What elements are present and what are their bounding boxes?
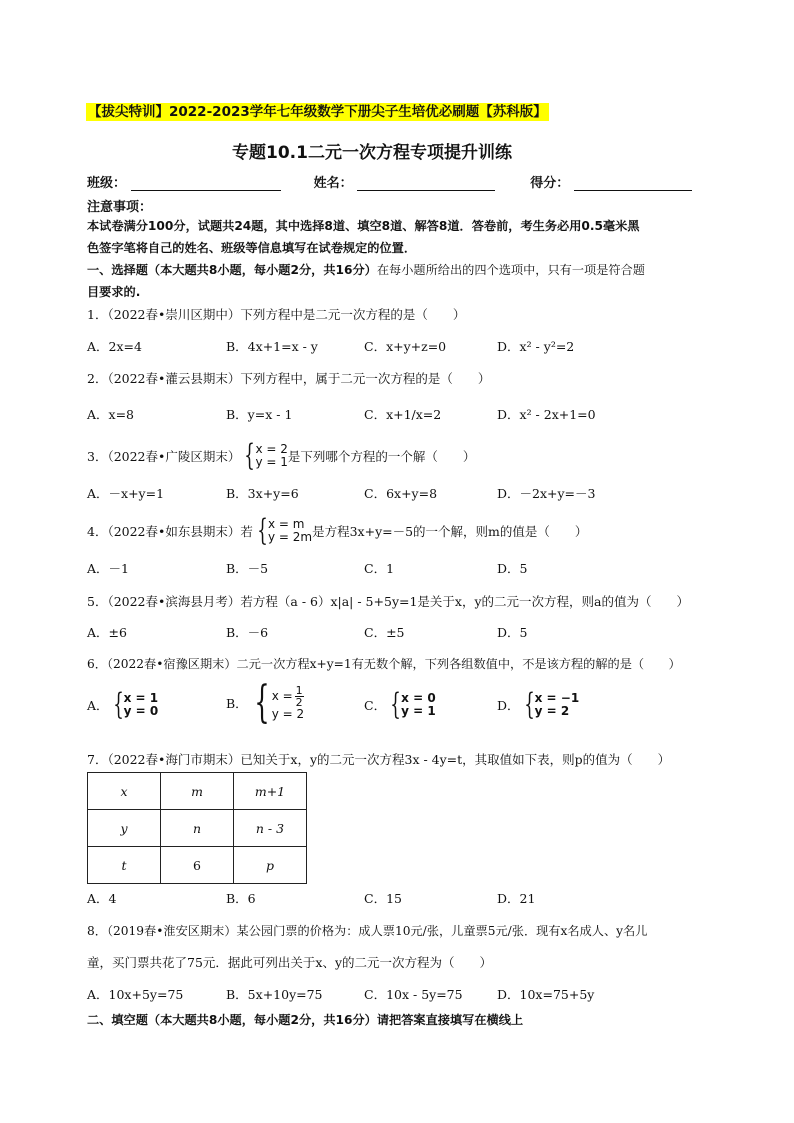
class-blank[interactable] bbox=[131, 176, 281, 191]
q6-stem: 6．（2022春•宿豫区期末）二元一次方程x+y=1有无数个解，下列各组数值中，不是该方程的解的是（ ） bbox=[87, 657, 681, 671]
q1-option-b[interactable]: B．4x+1=x - y bbox=[226, 339, 318, 354]
name-label: 姓名： bbox=[313, 176, 353, 191]
table-row bbox=[88, 773, 307, 810]
table-row bbox=[88, 847, 307, 884]
q1-stem: 1．（2022春•崇川区期中）下列方程中是二元一次方程的是（ ） bbox=[87, 307, 466, 322]
notice-heading: 注意事项： bbox=[87, 200, 153, 215]
page-title: 专题10.1二元一次方程专项提升训练 bbox=[232, 143, 512, 163]
q4-option-c[interactable]: C．1 bbox=[364, 561, 395, 576]
table-cell: m+1 bbox=[234, 773, 307, 810]
table-cell: n - 3 bbox=[234, 810, 307, 847]
q2-option-a[interactable]: A．x=8 bbox=[87, 407, 135, 422]
left-brace-icon: { bbox=[244, 438, 256, 473]
q6-option-b[interactable]: B． { x = $\frac{1}{2}$ y = 2 bbox=[226, 677, 305, 728]
q4-stem: 4．（2022春•如东县期末）若 { x = m y = 2m 是方程3x+y=－5的一个解，则m的值是（ ） bbox=[87, 513, 588, 548]
q8-option-c[interactable]: C．10x - 5y=75 bbox=[364, 987, 463, 1002]
left-brace-icon: { bbox=[112, 687, 124, 722]
table-cell: n bbox=[161, 810, 234, 847]
section1-heading: 一、选择题（本大题共8小题，每小题2分，共16分）在每小题所给出的四个选项中，只有一项是符合题 bbox=[87, 263, 645, 277]
q6-option-c[interactable]: C． { x = 0 y = 1 bbox=[364, 687, 436, 722]
q7-option-c[interactable]: C．15 bbox=[364, 891, 402, 906]
q2-option-d[interactable]: D．x² - 2x+1=0 bbox=[497, 407, 596, 422]
q2-stem: 2．（2022春•灌云县期末）下列方程中，属于二元一次方程的是（ ） bbox=[87, 371, 491, 386]
q5-option-b[interactable]: B．－6 bbox=[226, 625, 269, 640]
table-cell: t bbox=[88, 847, 161, 884]
q3-equation-system: { x = 2 y = 1 bbox=[244, 438, 288, 473]
score-blank[interactable] bbox=[574, 176, 692, 191]
q2-option-c[interactable]: C．x+1/x=2 bbox=[364, 407, 442, 422]
left-brace-icon: { bbox=[390, 687, 401, 722]
q3-option-d[interactable]: D．－2x+y=－3 bbox=[497, 486, 596, 501]
class-label: 班级： bbox=[87, 176, 127, 191]
info-row bbox=[87, 172, 707, 191]
score-label: 得分： bbox=[530, 176, 570, 191]
q8-stem-line-1: 8．（2019春•淮安区期末）某公园门票的价格为：成人票10元/张，儿童票5元/张．现有x名成人、y名儿 bbox=[87, 924, 648, 938]
q8-stem-line-2: 童，买门票共花了75元．据此可列出关于x、y的二元一次方程为（ ） bbox=[87, 955, 493, 970]
table-cell: y bbox=[88, 810, 161, 847]
q7-stem: 7．（2022春•海门市期末）已知关于x，y的二元一次方程3x - 4y=t，其取值如下表，则p的值为（ ） bbox=[87, 752, 671, 767]
q7-option-a[interactable]: A．4 bbox=[87, 891, 117, 906]
q1-option-d[interactable]: D．x² - y²=2 bbox=[497, 339, 575, 354]
q8-option-b[interactable]: B．5x+10y=75 bbox=[226, 987, 323, 1002]
left-brace-icon: { bbox=[523, 687, 535, 722]
q8-option-a[interactable]: A．10x+5y=75 bbox=[87, 987, 184, 1002]
section2-heading: 二、填空题（本大题共8小题，每小题2分，共16分）请把答案直接填写在横线上 bbox=[87, 1013, 524, 1027]
section1-heading-line2: 目要求的. bbox=[87, 285, 141, 299]
q4-option-b[interactable]: B．－5 bbox=[226, 561, 269, 576]
q5-option-d[interactable]: D．5 bbox=[497, 625, 528, 640]
q2-option-b[interactable]: B．y=x - 1 bbox=[226, 407, 293, 422]
q1-option-c[interactable]: C．x+y+z=0 bbox=[364, 339, 447, 354]
table-cell: m bbox=[161, 773, 234, 810]
table-row bbox=[88, 810, 307, 847]
q4-option-a[interactable]: A．－1 bbox=[87, 561, 129, 576]
notice-line-1: 本试卷满分100分，试题共24题，其中选择8道、填空8道、解答8道．答卷前，考生务必用0.5毫米黑 bbox=[87, 219, 640, 233]
q3-option-a[interactable]: A．－x+y=1 bbox=[87, 486, 165, 501]
q7-option-b[interactable]: B．6 bbox=[226, 891, 256, 906]
q6-option-d[interactable]: D． { x = −1 y = 2 bbox=[497, 687, 580, 722]
table-cell: x bbox=[88, 773, 161, 810]
name-blank[interactable] bbox=[357, 176, 495, 191]
q3-stem: 3．（2022春•广陵区期末） { x = 2 y = 1 是下列哪个方程的一个解（ ） bbox=[87, 438, 476, 473]
q1-option-a[interactable]: A．2x=4 bbox=[87, 339, 142, 354]
q7-option-d[interactable]: D．21 bbox=[497, 891, 536, 906]
q6-option-a[interactable]: A． { x = 1 y = 0 bbox=[87, 687, 159, 722]
header-banner: 【拔尖特训】2022-2023学年七年级数学下册尖子生培优必刷题【苏科版】 bbox=[88, 104, 547, 120]
q5-option-c[interactable]: C．±5 bbox=[364, 625, 405, 640]
q7-value-table bbox=[87, 772, 307, 884]
q4-equation-system: { x = m y = 2m bbox=[257, 513, 313, 548]
q5-option-a[interactable]: A．±6 bbox=[87, 625, 127, 640]
q3-option-c[interactable]: C．6x+y=8 bbox=[364, 486, 438, 501]
table-cell: p bbox=[234, 847, 307, 884]
notice-line-2: 色签字笔将自己的姓名、班级等信息填写在试卷规定的位置． bbox=[87, 241, 417, 255]
table-cell: 6 bbox=[161, 847, 234, 884]
q3-option-b[interactable]: B．3x+y=6 bbox=[226, 486, 299, 501]
left-brace-icon: { bbox=[257, 513, 268, 548]
q5-stem: 5．（2022春•滨海县月考）若方程（a - 6）x|a| - 5+5y=1是关于x，y的二元一次方程，则a的值为（ ） bbox=[87, 594, 689, 609]
q4-option-d[interactable]: D．5 bbox=[497, 561, 528, 576]
q8-option-d[interactable]: D．10x=75+5y bbox=[497, 987, 595, 1002]
left-brace-icon: { bbox=[253, 677, 270, 728]
